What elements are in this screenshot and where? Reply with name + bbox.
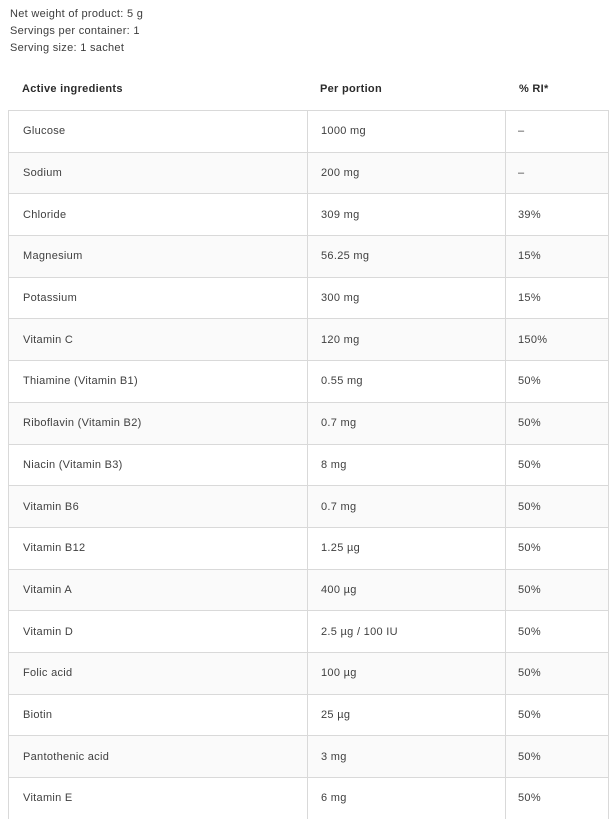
- ri-percent-cell: 50%: [518, 500, 541, 513]
- per-portion-cell: 400 µg: [308, 570, 506, 611]
- ingredient-name-cell: Niacin (Vitamin B3): [9, 445, 308, 486]
- ingredient-name-cell: Vitamin B12: [9, 528, 308, 569]
- per-portion-cell: 8 mg: [308, 445, 506, 486]
- per-portion-cell: 2.5 µg / 100 IU: [308, 611, 506, 652]
- ri-percent-cell: 50%: [518, 708, 541, 721]
- ri-percent-cell: 150%: [518, 333, 548, 346]
- ingredient-name-cell: Chloride: [9, 194, 308, 235]
- ri-percent-cell: 50%: [518, 667, 541, 680]
- ingredient-name-cell: Glucose: [9, 111, 308, 152]
- per-portion-cell: 25 µg: [308, 695, 506, 736]
- per-portion-cell: 0.55 mg: [308, 361, 506, 402]
- product-info-block: [10, 6, 143, 57]
- ri-percent-cell: –: [518, 125, 525, 138]
- per-portion-cell: 309 mg: [308, 194, 506, 235]
- ri-percent-cell: 39%: [518, 208, 541, 221]
- ri-percent-cell: 50%: [518, 417, 541, 430]
- per-portion-cell: 200 mg: [308, 153, 506, 194]
- table-row: [9, 569, 608, 611]
- table-row: [9, 444, 608, 486]
- ingredient-name-cell: Vitamin B6: [9, 486, 308, 527]
- ingredient-name-cell: Potassium: [9, 278, 308, 319]
- ingredient-name-cell: Vitamin E: [9, 778, 308, 819]
- ri-percent-cell: 50%: [518, 750, 541, 763]
- table-row: [9, 235, 608, 277]
- ingredient-name-cell: Vitamin C: [9, 319, 308, 360]
- per-portion-cell: 300 mg: [308, 278, 506, 319]
- column-header-ri-percent: % RI*: [519, 83, 549, 95]
- table-row: [9, 652, 608, 694]
- per-portion-cell: 120 mg: [308, 319, 506, 360]
- ri-percent-cell: –: [518, 167, 525, 180]
- ri-percent-cell: 15%: [518, 250, 541, 263]
- per-portion-cell: 0.7 mg: [308, 486, 506, 527]
- table-row: [9, 402, 608, 444]
- column-header-active-ingredients: Active ingredients: [22, 83, 123, 95]
- per-portion-cell: 1000 mg: [308, 111, 506, 152]
- ri-percent-cell: 50%: [518, 583, 541, 596]
- ingredient-name-cell: Riboflavin (Vitamin B2): [9, 403, 308, 444]
- ri-percent-cell: 15%: [518, 292, 541, 305]
- table-row: [9, 735, 608, 777]
- table-row: [9, 110, 608, 152]
- table-row: [9, 277, 608, 319]
- ri-percent-cell: 50%: [518, 375, 541, 388]
- table-row: [9, 610, 608, 652]
- table-row: [9, 694, 608, 736]
- per-portion-cell: 56.25 mg: [308, 236, 506, 277]
- ri-percent-cell: 50%: [518, 792, 541, 805]
- ingredient-name-cell: Vitamin D: [9, 611, 308, 652]
- serving-size-line: Serving size: 1 sachet: [10, 42, 125, 54]
- table-row: [9, 318, 608, 360]
- column-header-per-portion: Per portion: [320, 83, 382, 95]
- table-row: [9, 527, 608, 569]
- ingredient-name-cell: Sodium: [9, 153, 308, 194]
- ingredient-name-cell: Pantothenic acid: [9, 736, 308, 777]
- ri-percent-cell: 50%: [518, 458, 541, 471]
- table-row: [9, 777, 608, 819]
- per-portion-cell: 6 mg: [308, 778, 506, 819]
- ingredient-name-cell: Folic acid: [9, 653, 308, 694]
- table-row: [9, 485, 608, 527]
- ri-percent-cell: 50%: [518, 542, 541, 555]
- ingredients-table-header: [8, 83, 609, 95]
- servings-per-container-line: Servings per container: 1: [10, 25, 140, 37]
- ingredients-table-body: [8, 110, 609, 819]
- per-portion-cell: 100 µg: [308, 653, 506, 694]
- table-row: [9, 152, 608, 194]
- ri-percent-cell: 50%: [518, 625, 541, 638]
- ingredient-name-cell: Biotin: [9, 695, 308, 736]
- per-portion-cell: 3 mg: [308, 736, 506, 777]
- per-portion-cell: 0.7 mg: [308, 403, 506, 444]
- per-portion-cell: 1.25 µg: [308, 528, 506, 569]
- ingredient-name-cell: Vitamin A: [9, 570, 308, 611]
- net-weight-line: Net weight of product: 5 g: [10, 8, 144, 20]
- table-row: [9, 193, 608, 235]
- ingredient-name-cell: Thiamine (Vitamin B1): [9, 361, 308, 402]
- ingredient-name-cell: Magnesium: [9, 236, 308, 277]
- table-row: [9, 360, 608, 402]
